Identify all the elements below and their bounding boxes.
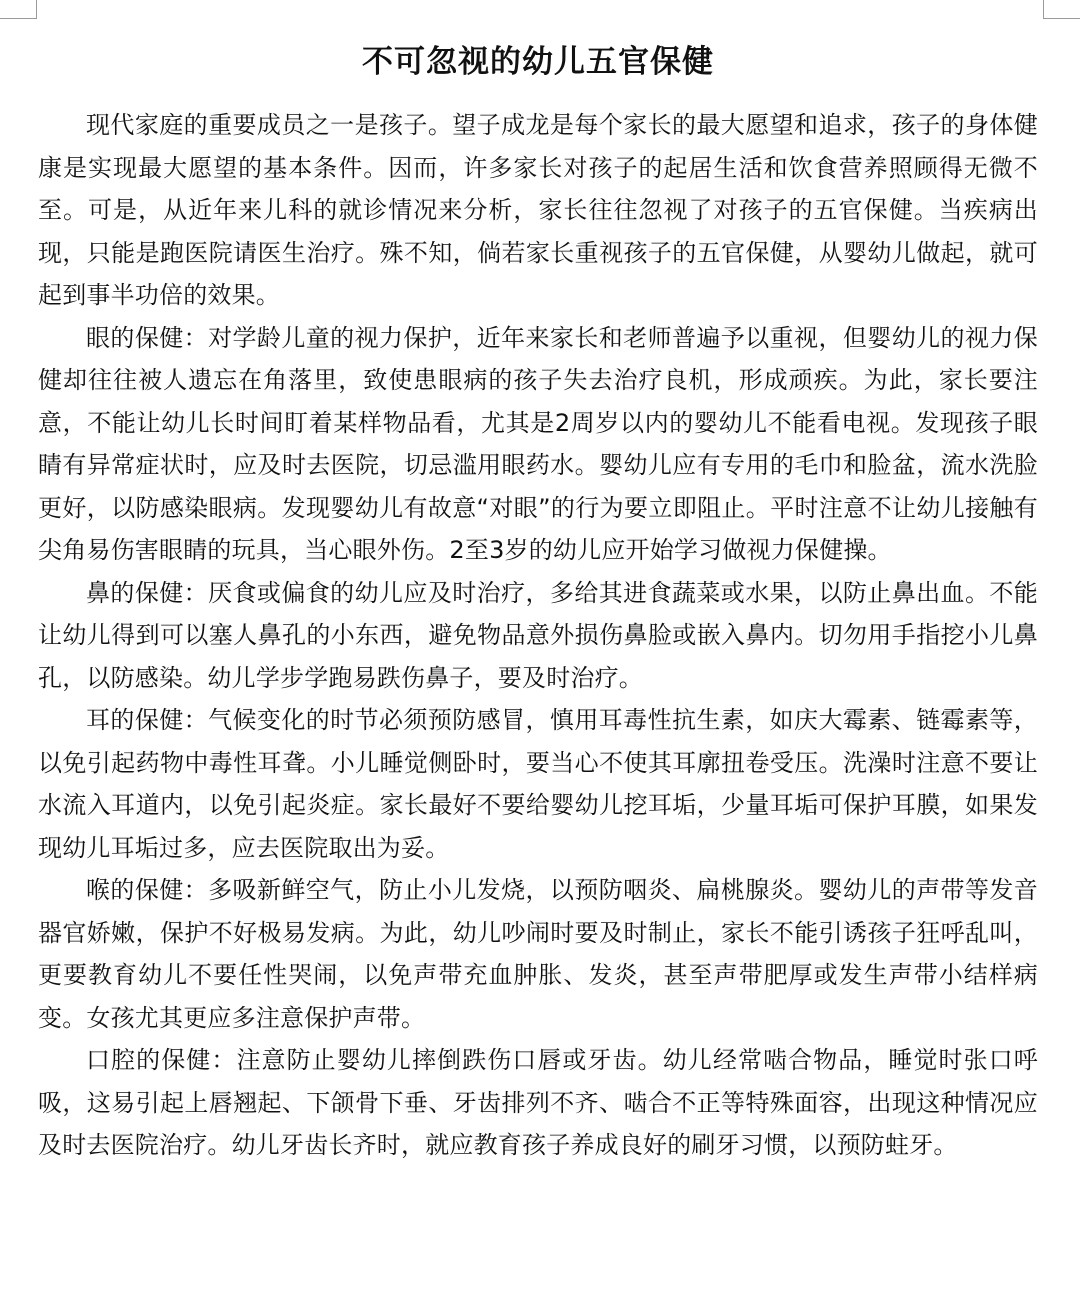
page-corner-mark-top-right xyxy=(1043,0,1080,19)
paragraph-nose-care: 鼻的保健：厌食或偏食的幼儿应及时治疗，多给其进食蔬菜或水果，以防止鼻出血。不能让幼儿得到可以塞人鼻孔的小东西，避免物品意外损伤鼻脸或嵌入鼻内。切勿用手指挖小儿鼻孔，以防感染。幼儿学步学跑易跌伤鼻子，要及时治疗。 xyxy=(38,578,1038,692)
paragraph-ear-care: 耳的保健：气候变化的时节必须预防感冒，慎用耳毒性抗生素，如庆大霉素、链霉素等，以免引起药物中毒性耳聋。小儿睡觉侧卧时，要当心不使其耳廓扭卷受压。洗澡时注意不要让水流入耳道内，以免引起炎症。家长最好不要给婴幼儿挖耳垢，少量耳垢可保护耳膜，如果发现幼儿耳垢过多，应去医院取出为妥。 xyxy=(38,706,1038,862)
page-corner-mark-top-left xyxy=(0,0,37,19)
paragraph-intro: 现代家庭的重要成员之一是孩子。望子成龙是每个家长的最大愿望和追求，孩子的身体健康是实现最大愿望的基本条件。因而，许多家长对孩子的起居生活和饮食营养照顾得无微不至。可是，从近年来儿科的就诊情况来分析，家长往往忽视了对孩子的五官保健。当疾病出现，只能是跑医院请医生治疗。殊不知，倘若家长重视孩子的五官保健，从婴幼儿做起，就可起到事半功倍的效果。 xyxy=(38,111,1038,309)
document-page xyxy=(38,36,1038,1167)
document-title: 不可忽视的幼儿五官保健 xyxy=(362,44,714,80)
paragraph-throat-care: 喉的保健：多吸新鲜空气，防止小儿发烧，以预防咽炎、扁桃腺炎。婴幼儿的声带等发音器官娇嫩，保护不好极易发病。为此，幼儿吵闹时要及时制止，家长不能引诱孩子狂呼乱叫，更要教育幼儿不要任性哭闹，以免声带充血肿胀、发炎，甚至声带肥厚或发生声带小结样病变。女孩尤其更应多注意保护声带。 xyxy=(38,876,1038,1032)
paragraph-mouth-care: 口腔的保健：注意防止婴幼儿摔倒跌伤口唇或牙齿。幼儿经常啮合物品，睡觉时张口呼吸，这易引起上唇翘起、下颌骨下垂、牙齿排列不齐、啮合不正等特殊面容，出现这种情况应及时去医院治疗。幼儿牙齿长齐时，就应教育孩子养成良好的刷牙习惯，以预防蛀牙。 xyxy=(38,1046,1038,1159)
paragraph-eye-care: 眼的保健：对学龄儿童的视力保护，近年来家长和老师普遍予以重视，但婴幼儿的视力保健却往往被人遗忘在角落里，致使患眼病的孩子失去治疗良机，形成顽疾。为此，家长要注意，不能让幼儿长时间盯着某样物品看，尤其是2周岁以内的婴幼儿不能看电视。发现孩子眼睛有异常症状时，应及时去医院，切忌滥用眼药水。婴幼儿应有专用的毛巾和脸盆，流水洗脸更好，以防感染眼病。发现婴幼儿有故意“对眼”的行为要立即阻止。平时注意不让幼儿接触有尖角易伤害眼睛的玩具，当心眼外伤。2至3岁的幼儿应开始学习做视力保健操。 xyxy=(38,323,1038,564)
